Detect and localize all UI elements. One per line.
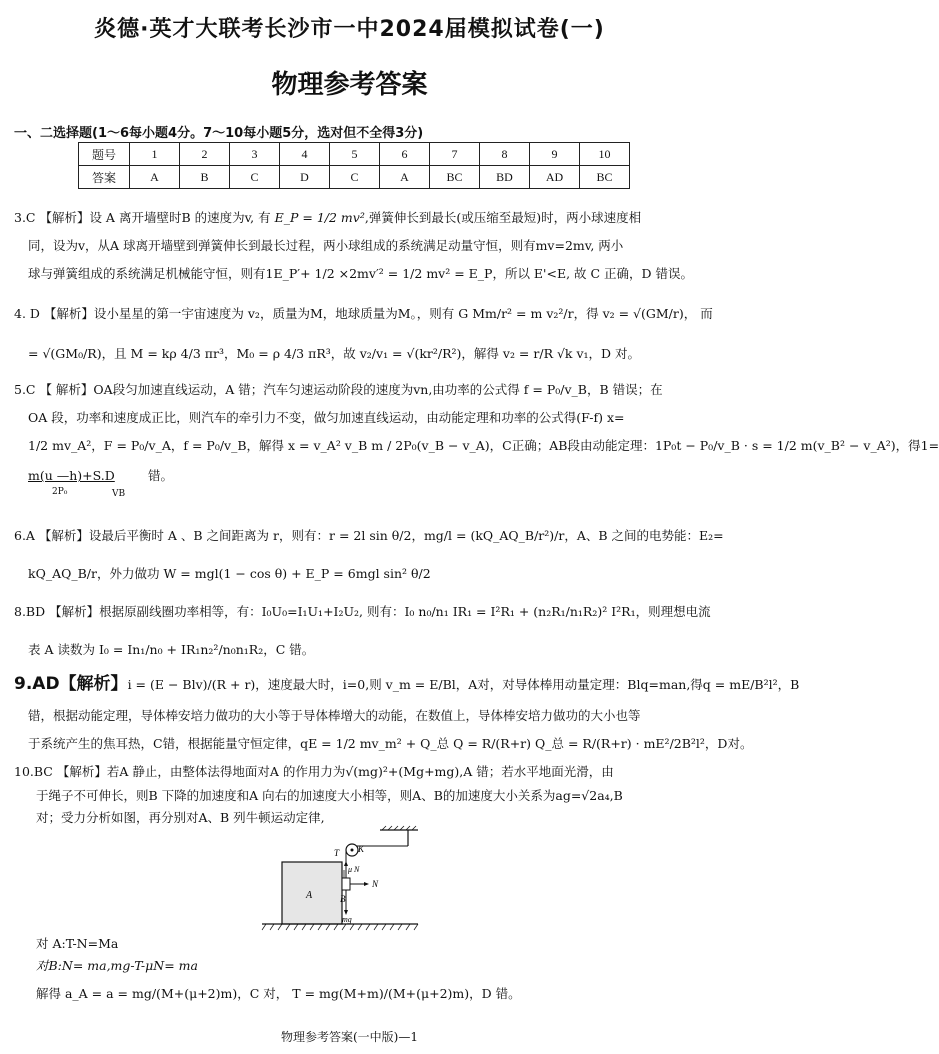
q4-line1: 4. D 【解析】设小星星的第一宇宙速度为 v₂，质量为M，地球质量为M。，则有 G Mm/r² = m v₂²/r，得 v₂ = √(GM/r)， 而	[14, 306, 713, 321]
label-t: T	[334, 848, 340, 858]
q3-line3: 球与弹簧组成的系统满足机械能守恒，则有1E_P′+ 1/2 ×2mv′² = 1/2 mv² = E_P，所以 E'<E, 故 C 正确，D 错误。	[28, 266, 694, 281]
q6-line2: kQ_AQ_B/r，外力做功 W = mgl(1 − cos θ) + E_P = 6mgl sin² θ/2	[28, 566, 431, 581]
table-cell: 7	[430, 143, 480, 166]
q3-eq1: E_P = 1/2 mv²	[274, 210, 365, 225]
table-cell: A	[130, 166, 180, 189]
q5-line5a: 2P₀	[52, 487, 68, 497]
label-b: B	[340, 894, 346, 904]
q9-line1	[14, 676, 799, 693]
label-n: N	[372, 879, 379, 889]
table-cell: AD	[530, 166, 580, 189]
exam-title: 炎德·英才大联考长沙市一中2024届模拟试卷(一)	[94, 17, 605, 42]
row-label: 答案	[79, 166, 130, 189]
force-diagram	[262, 826, 422, 932]
table-cell: C	[330, 166, 380, 189]
table-cell: C	[230, 166, 280, 189]
q3-line1-tail: ,弹簧伸长到最长(或压缩至最短)时，两小球速度相	[364, 210, 642, 225]
q9-line3: 于系统产生的焦耳热，C错，根据能量守恒定律，qE = 1/2 mv_m² + Q_总 Q = R/(R+r) Q_总 = R/(R+r) · mE²/2B²l²，D对。	[28, 736, 753, 751]
q10-eq-b: 对B:N= ma,mg-T-μN= ma	[36, 958, 198, 973]
q5-line4b: 错。	[148, 468, 174, 483]
table-cell: A	[380, 166, 430, 189]
table-cell: 6	[380, 143, 430, 166]
q5-line2: OA 段，功率和速度成正比，则汽车的牵引力不变，做匀加速直线运动，由动能定理和功率的公式得(F-f) x=	[28, 410, 625, 425]
q3-line1	[14, 210, 641, 226]
q10-line3: 对；受力分析如图，再分别对A、B 列牛顿运动定律,	[36, 810, 325, 825]
row-label: 题号	[79, 143, 130, 166]
table-cell: BD	[480, 166, 530, 189]
table-cell: BC	[430, 166, 480, 189]
q6-line1: 6.A 【解析】设最后平衡时 A 、B 之间距离为 r，则有：r = 2l sin θ/2，mg/l = (kQ_AQ_B/r²)/r，A、B 之间的电势能：E₂=	[14, 528, 724, 543]
q4-line2: = √(GM₀/R)，且 M = kρ 4/3 πr³，M₀ = ρ 4/3 πR³，故 v₂/v₁ = √(kr²/R²)，解得 v₂ = r/R √k v₁，D 对。	[28, 346, 641, 361]
q5-line5b: VB	[112, 489, 126, 499]
label-k: K	[358, 844, 365, 854]
table-cell: BC	[580, 166, 630, 189]
label-mun: μ N	[348, 865, 360, 874]
q5-line1: 5.C 【 解析】OA段匀加速直线运动，A 错；汽车匀速运动阶段的速度为vn,由功率的公式得 f = P₀/v_B，B 错误；在	[14, 382, 663, 397]
table-row	[79, 166, 630, 189]
table-cell: 4	[280, 143, 330, 166]
q10-line1: 10.BC 【解析】若A 静止，由整体法得地面对A 的作用力为√(mg)²+(Mg+mg),A 错；若水平地面光滑，由	[14, 764, 614, 779]
q8-line2: 表 A 读数为 I₀ = In₁/n₀ + IR₁n₂²/n₀n₁R₂，C 错。	[28, 642, 315, 657]
q10-line2: 于绳子不可伸长，则B 下降的加速度和A 向右的加速度大小相等，则A、B的加速度大小关系为ag=√2a₄,B	[36, 788, 623, 803]
q3-head: 3.C 【解析】设 A 离开墙壁时B 的速度为v, 有	[14, 210, 271, 225]
table-cell: 9	[530, 143, 580, 166]
q10-solution: 解得 a_A = a = mg/(M+(μ+2)m)，C 对， T = mg(M+m)/(M+(μ+2)m)，D 错。	[36, 986, 521, 1001]
page-subtitle: 物理参考答案	[271, 70, 428, 100]
table-cell: 1	[130, 143, 180, 166]
section-heading: 一、二选择题(1～6每小题4分。7～10每小题5分，选对但不全得3分)	[14, 126, 424, 141]
page-footer: 物理参考答案(一中版)—1	[281, 1030, 418, 1044]
table-cell: 8	[480, 143, 530, 166]
answer-table	[78, 142, 630, 189]
table-cell: 3	[230, 143, 280, 166]
table-cell: B	[180, 166, 230, 189]
table-cell: 10	[580, 143, 630, 166]
q9-head: 9.AD【解析】	[14, 674, 128, 694]
q8-line1: 8.BD 【解析】根据原副线圈功率相等，有：I₀U₀=I₁U₁+I₂U₂, 则有：I₀ n₀/n₁ IR₁ = I²R₁ + (n₂R₁/n₁R₂)² I²R₁，则理想电流	[14, 604, 711, 619]
q5-line3: 1/2 mv_A²，F = P₀/v_A，f = P₀/v_B，解得 x = v_A² v_B m / 2P₀(v_B − v_A)，C正确；AB段由动能定理：1P₀t − P₀/v_B · s = 1/2 m(v_B² − v_A²)，得1=	[28, 438, 939, 453]
q9-line2: 错，根据动能定理，导体棒安培力做功的大小等于导体棒增大的动能，在数值上，导体棒安培力做功的大小也等	[28, 708, 641, 723]
table-cell: 2	[180, 143, 230, 166]
label-a: A	[306, 890, 313, 901]
q5-line4a: m(u —h)+S.D	[28, 468, 115, 483]
table-cell: 5	[330, 143, 380, 166]
q3-line2: 同，设为v，从A 球离开墙壁到弹簧伸长到最长过程，两小球组成的系统满足动量守恒，则有mv=2mv, 两小	[28, 238, 624, 253]
table-row	[79, 143, 630, 166]
q10-eq-a: 对 A:T-N=Ma	[36, 936, 119, 951]
label-mg: mg	[342, 915, 352, 924]
q9-line1-body: i = (E − Blv)/(R + r)，速度最大时，i=0,则 v_m = E/Bl，A对，对导体棒用动量定理：Blq=man,得q = mE/B²l²，B	[127, 677, 800, 692]
table-cell: D	[280, 166, 330, 189]
